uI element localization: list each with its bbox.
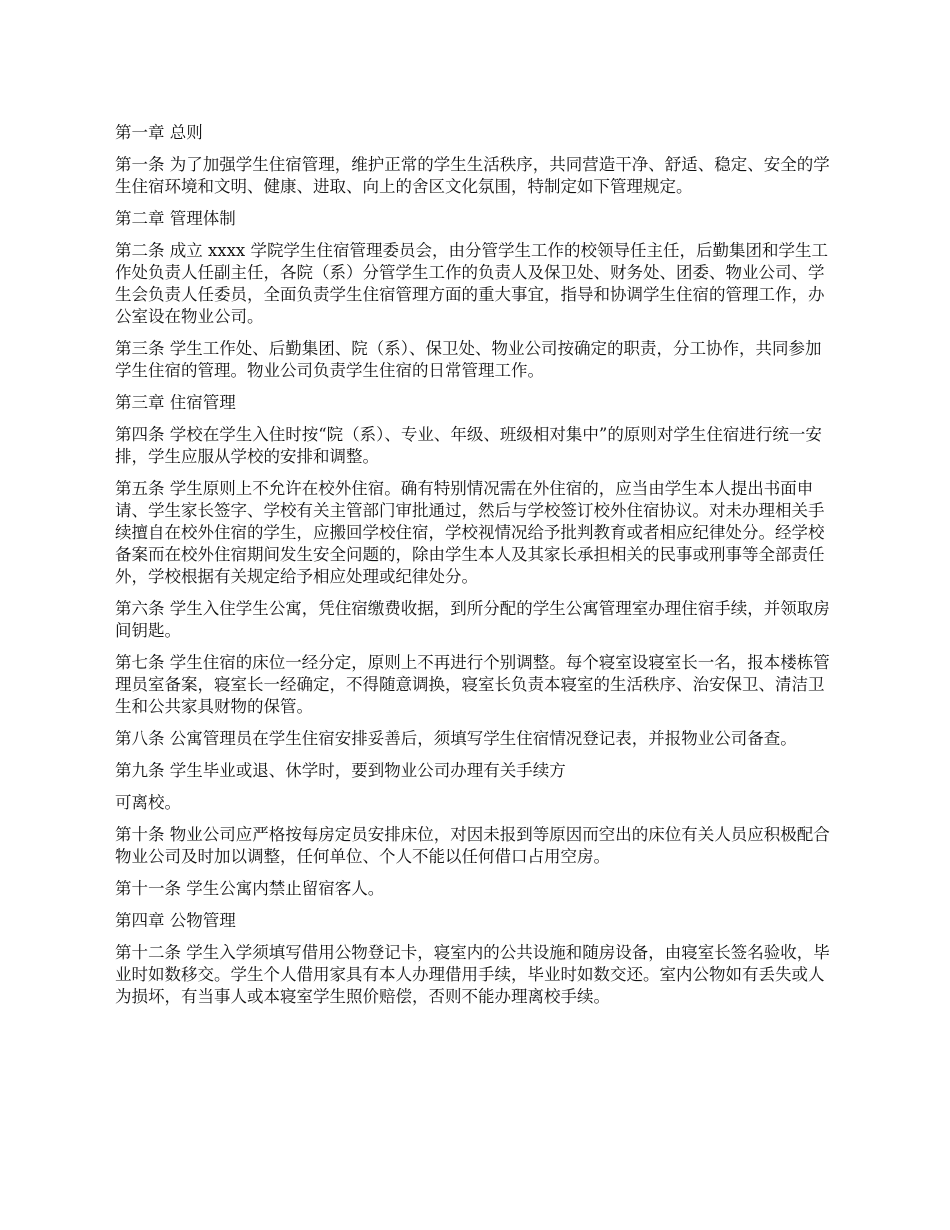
chapter-heading-2: 第二章 管理体制: [115, 209, 236, 228]
document-body: [115, 122, 837, 1018]
chapter-heading-4: 第四章 公物管理: [115, 911, 236, 930]
article-9-continuation: 可离校。: [115, 793, 181, 812]
article-1: 第一条 为了加强学生住宿管理，维护正常的学生生活秩序，共同营造干净、舒适、稳定、安全的学生住宿环境和文明、健康、进取、向上的舍区文化氛围，特制定如下管理规定。: [115, 155, 830, 196]
article-12: 第十二条 学生入学须填写借用公物登记卡，寝室内的公共设施和随房设备，由寝室长签名验收，毕业时如数移交。学生个人借用家具有本人办理借用手续，毕业时如数交还。室内公物如有丢失或人为损坏，有当事人或本寝室学生照价赔偿，否则不能办理离校手续。: [115, 943, 830, 1006]
article-6: 第六条 学生入住学生公寓，凭住宿缴费收据，到所分配的学生公寓管理室办理住宿手续，并领取房间钥匙。: [115, 599, 830, 640]
chapter-heading-1: 第一章 总则: [115, 123, 203, 142]
article-5: 第五条 学生原则上不允许在校外住宿。确有特别情况需在外住宿的，应当由学生本人提出书面申请、学生家长签字、学校有关主管部门审批通过，然后与学校签订校外住宿协议。对未办理相关手续擅自在校外住宿的学生，应搬回学校住宿，学校视情况给予批判教育或者相应纪律处分。经学校备案而在校外住宿期间发生安全问题的，除由学生本人及其家长承担相关的民事或刑事等全部责任外，学校根据有关规定给予相应处理或纪律处分。: [115, 479, 825, 586]
article-7: 第七条 学生住宿的床位一经分定，原则上不再进行个别调整。每个寝室设寝室长一名，报本楼栋管理员室备案，寝室长一经确定，不得随意调换，寝室长负责本寝室的生活秩序、治安保卫、清洁卫生和公共家具财物的保管。: [115, 653, 830, 716]
article-10: 第十条 物业公司应严格按每房定员安排床位，对因未报到等原因而空出的床位有关人员应积极配合物业公司及时加以调整，任何单位、个人不能以任何借口占用空房。: [115, 825, 830, 866]
article-4: 第四条 学校在学生入住时按“院（系）、专业、年级、班级相对集中”的原则对学生住宿进行统一安排，学生应服从学校的安排和调整。: [115, 425, 822, 466]
article-8: 第八条 公寓管理员在学生住宿安排妥善后，须填写学生住宿情况登记表，并报物业公司备查。: [115, 729, 797, 748]
article-3: 第三条 学生工作处、后勤集团、院（系）、保卫处、物业公司按确定的职责，分工协作，共同参加学生住宿的管理。物业公司负责学生住宿的日常管理工作。: [115, 339, 822, 380]
article-2: 第二条 成立 xxxx 学院学生住宿管理委员会，由分管学生工作的校领导任主任，后勤集团和学生工作处负责人任副主任，各院（系）分管学生工作的负责人及保卫处、财务处、团委、物业公司、学生会负责人任委员，全面负责学生住宿管理方面的重大事宜，指导和协调学生住宿的管理工作，办公室设在物业公司。: [115, 241, 828, 326]
chapter-heading-3: 第三章 住宿管理: [115, 393, 236, 412]
article-11: 第十一条 学生公寓内禁止留宿客人。: [115, 879, 385, 898]
article-9: 第九条 学生毕业或退、休学时，要到物业公司办理有关手续方: [115, 761, 566, 780]
